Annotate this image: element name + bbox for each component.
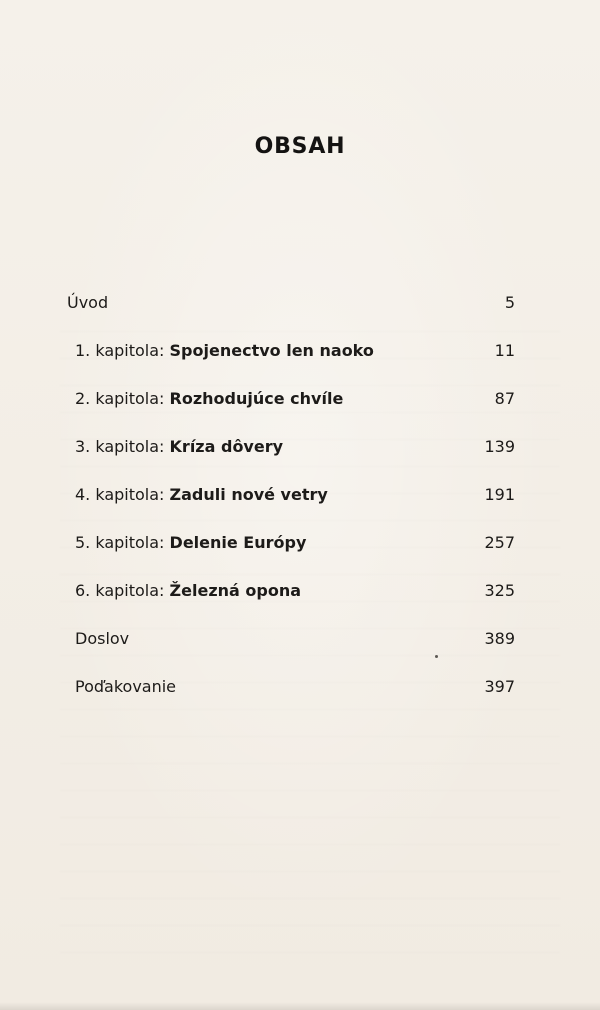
- toc-page-number: 325: [484, 581, 515, 600]
- toc-chapter-title: Kríza dôvery: [169, 437, 284, 456]
- toc-page-number: 11: [494, 341, 515, 360]
- toc-plain-title: Doslov: [75, 629, 130, 648]
- toc-row-chapter-5: [67, 532, 515, 580]
- toc-label: [75, 436, 283, 458]
- toc-label: [75, 532, 306, 554]
- toc-plain-title: Úvod: [67, 293, 109, 312]
- toc-label: [75, 388, 343, 410]
- table-of-contents: [67, 292, 515, 724]
- toc-row-chapter-4: [67, 484, 515, 532]
- ink-speck: [435, 655, 438, 658]
- toc-row-chapter-6: [67, 580, 515, 628]
- toc-chapter-prefix: 2. kapitola:: [75, 389, 170, 408]
- toc-chapter-title: Spojenectvo len naoko: [169, 341, 374, 360]
- toc-row-chapter-3: [67, 436, 515, 484]
- toc-label: [75, 340, 374, 362]
- toc-page-number: 257: [484, 533, 515, 552]
- toc-page-number: 191: [484, 485, 515, 504]
- toc-page-number: 87: [494, 389, 515, 408]
- toc-page-number: 397: [484, 677, 515, 696]
- toc-row-acknowledgements: [67, 676, 515, 724]
- toc-row-chapter-1: [67, 340, 515, 388]
- toc-page-number: 139: [484, 437, 515, 456]
- toc-chapter-prefix: 5. kapitola:: [75, 533, 170, 552]
- toc-label: [75, 628, 129, 650]
- toc-chapter-title: Železná opona: [169, 581, 302, 600]
- toc-row-epilogue: [67, 628, 515, 676]
- toc-chapter-prefix: 4. kapitola:: [75, 485, 170, 504]
- toc-chapter-title: Zaduli nové vetry: [169, 485, 328, 504]
- toc-chapter-prefix: 3. kapitola:: [75, 437, 170, 456]
- toc-page-number: 389: [484, 629, 515, 648]
- toc-label: [75, 676, 176, 698]
- toc-label: [67, 292, 108, 314]
- toc-label: [75, 580, 301, 602]
- page-edge-shadow: [0, 1002, 600, 1010]
- toc-label: [75, 484, 328, 506]
- toc-row-chapter-2: [67, 388, 515, 436]
- toc-chapter-title: Rozhodujúce chvíle: [169, 389, 344, 408]
- toc-chapter-prefix: 1. kapitola:: [75, 341, 170, 360]
- page-title: OBSAH: [254, 134, 346, 159]
- toc-plain-title: Poďakovanie: [75, 677, 177, 696]
- toc-row-intro: [67, 292, 515, 340]
- toc-chapter-title: Delenie Európy: [169, 533, 307, 552]
- toc-chapter-prefix: 6. kapitola:: [75, 581, 170, 600]
- toc-page-number: 5: [504, 293, 515, 312]
